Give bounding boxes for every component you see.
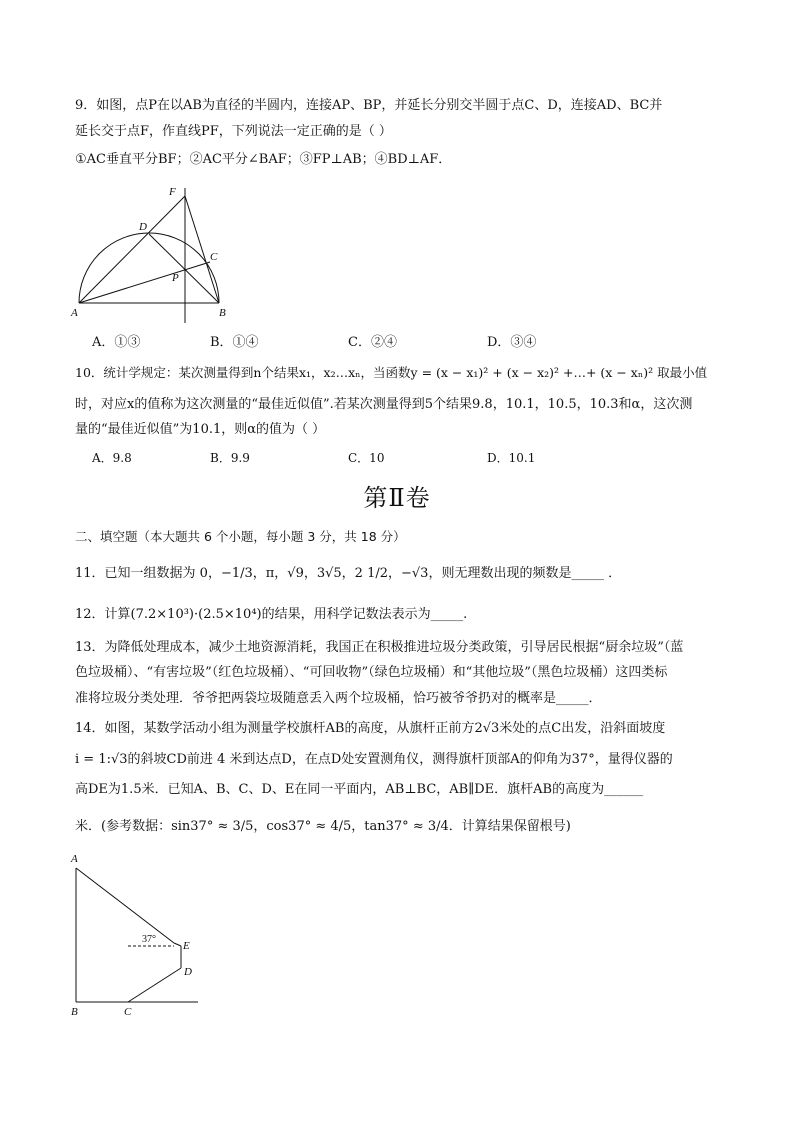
q10-text-line-3: 量的“最佳近似值”为10.1，则α的值为（ ）: [75, 422, 326, 437]
sight-to-e: [174, 943, 181, 946]
label-F: F: [169, 186, 176, 198]
label-A: A: [71, 853, 78, 865]
q13-text-line-2: 色垃圾桶）、“有害垃圾”（红色垃圾桶）、“可回收物”（绿色垃圾桶）和“其他垃圾”（黑色垃圾桶）这四类标: [75, 665, 668, 680]
semicircle-arc: [79, 233, 219, 303]
q13-text-line-1: 13．为降低处理成本，减少土地资源消耗，我国正在积极推进垃圾分类政策，引导居民根据“厨余垃圾”（蓝: [75, 640, 684, 655]
label-D: D: [139, 221, 147, 233]
q9-option-c: C．②④: [348, 335, 397, 350]
q10-text-line-2: 时，对应x的值称为这次测量的“最佳近似值”.若某次测量得到5个结果9.8，10.1，10.5，10.3和α，这次测: [75, 397, 693, 412]
label-A: A: [71, 307, 78, 319]
q10-option-a: A．9.8: [92, 451, 132, 465]
q9-option-b: B．①④: [210, 335, 259, 350]
section2-header: 二、填空题（本大题共 6 个小题，每小题 3 分，共 18 分）: [75, 529, 406, 544]
q10-text-line-1: 10．统计学规定：某次测量得到n个结果x₁，x₂…xₙ，当函数y = (x − x₁)² + (x − x₂)² +…+ (x − xₙ)² 取最小值: [75, 365, 708, 380]
section-title: 第Ⅱ卷: [363, 484, 431, 512]
q13-text-line-3: 准将垃圾分类处理．爷爷把两袋垃圾随意丢入两个垃圾桶，恰巧被爷爷扔对的概率是_____．: [75, 691, 602, 706]
label-D: D: [184, 966, 192, 978]
q14-text-line-4: 米．(参考数据：sin37° ≈ 3/5，cos37° ≈ 4/5，tan37° ≈ 3/4．计算结果保留根号): [75, 819, 571, 834]
q10-option-c: C．10: [348, 451, 385, 465]
label-C: C: [210, 251, 218, 263]
label-P: P: [172, 272, 179, 284]
line-bf: [185, 196, 219, 303]
label-E: E: [183, 940, 190, 952]
q9-text-line-1: 9．如图，点P在以AB为直径的半圆内，连接AP、BP，并延长分别交半圆于点C、D，连接AD、BC并: [75, 98, 663, 113]
q14-text-line-3: 高DE为1.5米．已知A、B、C、D、E在同一平面内，AB⊥BC，AB∥DE．旗杆AB的高度为______: [75, 782, 644, 797]
label-B: B: [71, 1006, 78, 1018]
q9-option-a: A．①③: [92, 335, 141, 350]
q9-semicircle-figure: [68, 178, 238, 328]
line-af: [79, 196, 185, 303]
q11-text: 11．已知一组数据为 0，−1/3，π，√9，3√5，2 1/2，−√3，则无理数出现的频数是_____ ．: [75, 566, 622, 581]
label-B: B: [219, 307, 226, 319]
q10-option-d: D．10.1: [487, 451, 536, 465]
q14-flagpole-figure: [66, 850, 206, 1020]
q14-text-line-2: i = 1:√3的斜坡CD前进 4 米到达点D，在点D处安置测角仪，测得旗杆顶部A的仰角为37°，量得仪器的: [75, 752, 673, 767]
label-C: C: [124, 1006, 132, 1018]
q10-option-b: B．9.9: [210, 451, 250, 465]
q12-text: 12．计算(7.2×10³)·(2.5×10⁴)的结果，用科学记数法表示为_____.: [75, 607, 468, 622]
slope-cd: [128, 968, 181, 1002]
sight-line-ae: [76, 868, 174, 943]
q9-text-line-3: ①AC垂直平分BF；②AC平分∠BAF；③FP⊥AB；④BD⊥AF．: [75, 152, 452, 167]
q9-text-line-2: 延长交于点F，作直线PF，下列说法一定正确的是（ ）: [75, 124, 392, 139]
label-angle: 37°: [142, 934, 156, 945]
q14-text-line-1: 14．如图，某数学活动小组为测量学校旗杆AB的高度，从旗杆正前方2√3米处的点C出发，沿斜面坡度: [75, 721, 666, 736]
q9-option-d: D．③④: [487, 335, 537, 350]
